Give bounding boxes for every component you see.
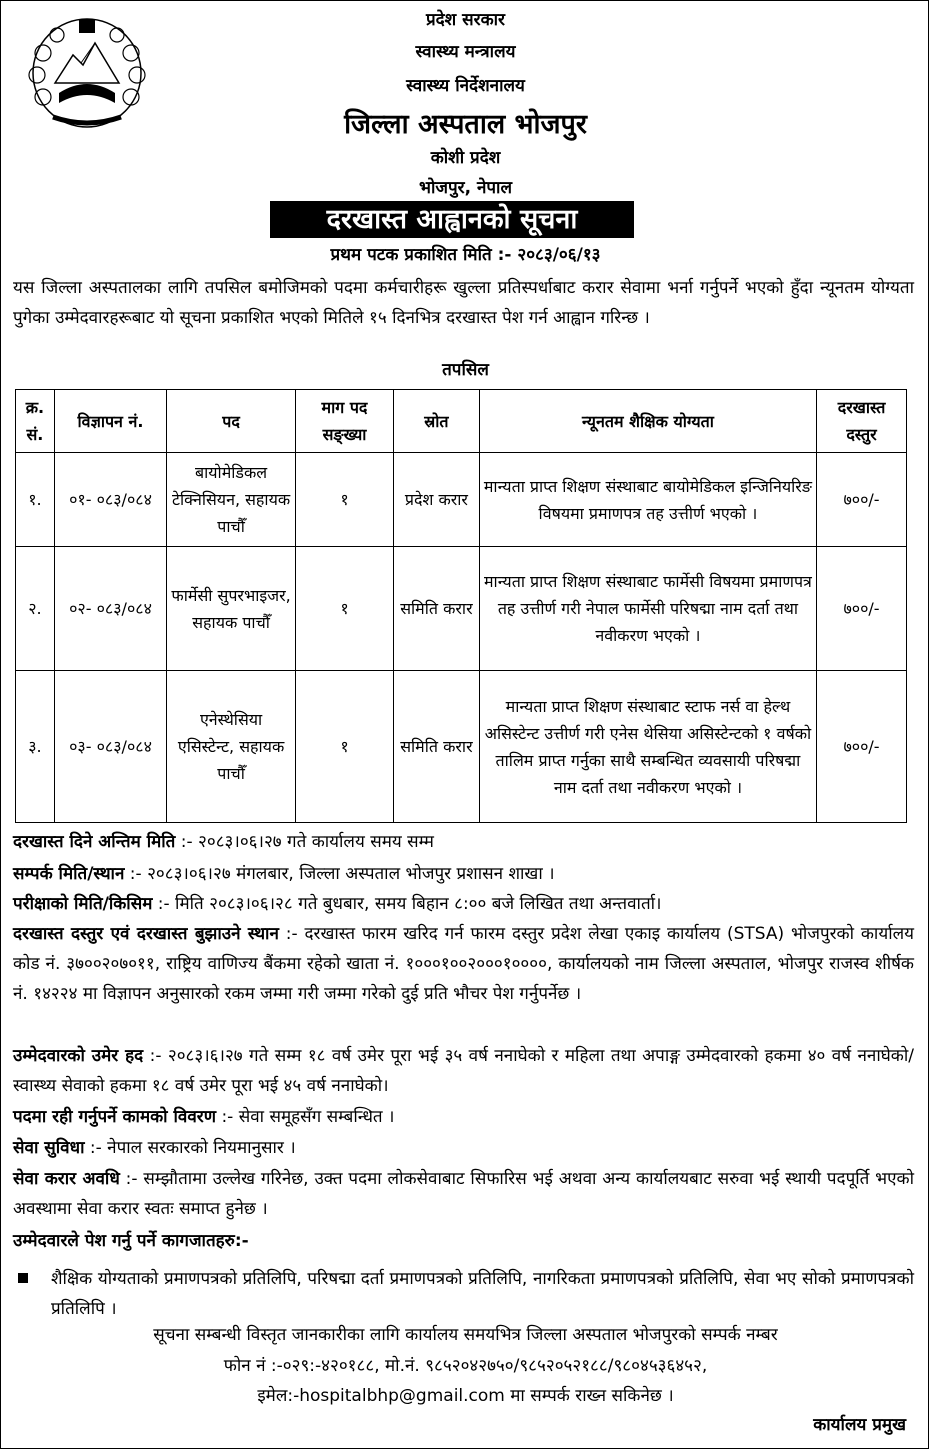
fee-label: दरखास्त दस्तुर एवं दरखास्त बुझाउने स्थान [13,924,279,944]
deadline-text: :- २०८३।०६।२७ गते कार्यालय समय सम्म [180,832,434,852]
footer-email: इमेल:-hospitalbhp@gmail.com मा सम्पर्क राख्न सकिनेछ । [257,1386,674,1406]
address-line: भोजपुर, नेपाल [419,178,512,198]
table-row [16,547,907,671]
cell-post: एनेस्थेसिया एसिस्टेन्ट, सहायक पाचौँ [167,671,296,823]
col-sn: क्र. सं. [16,390,55,453]
deadline-line [13,827,914,857]
cell-sn: २. [16,547,55,671]
period-label: सेवा करार अवधि [13,1169,120,1189]
cell-qualification: मान्यता प्राप्त शिक्षण संस्थाबाट स्टाफ नर्स वा हेल्थ असिस्टेन्ट उत्तीर्ण गरी एनेस थेसिया असिस्टेन्टको १ वर्षको तालिम प्राप्त गर्नुका साथै सम्बन्धित व्यवसायी परिषद्मा नाम दर्ता तथा नवीकरण भएको । [479,671,816,823]
cell-sn: १. [16,453,55,547]
period-text: :- सम्झौतामा उल्लेख गरिनेछ, उक्त पदमा लोकसेवाबाट सिफारिस भई अथवा अन्य कार्यालयबाट सरुवा भई स्थायी पदपूर्ति भएको अवस्थामा सेवा करार स्वतः समाप्त हुनेछ । [13,1169,914,1219]
ministry-line: स्वास्थ्य मन्त्रालय [415,42,516,62]
cell-fee: ७००/- [817,547,907,671]
col-adv-no: विज्ञापन नं. [54,390,166,453]
cell-source: समिति करार [394,671,480,823]
col-count: माग पद सङ्ख्या [295,390,393,453]
cell-post: फार्मेसी सुपरभाइजर, सहायक पाचौँ [167,547,296,671]
table-row [16,671,907,823]
directorate-line: स्वास्थ्य निर्देशनालय [406,76,525,96]
age-paragraph [13,1041,914,1101]
contact-text: :- २०८३।०६।२७ मंगलबार, जिल्ला अस्पताल भोजपुर प्रशासन शाखा । [129,864,555,884]
facility-line [13,1133,914,1163]
facility-text: :- नेपाल सरकारको नियमानुसार । [89,1138,296,1158]
cell-source: प्रदेश करार [394,453,480,547]
bullet-square-icon [18,1273,28,1283]
work-label: पदमा रही गर्नुपर्ने कामको विवरण [13,1107,217,1127]
hospital-name: जिल्ला अस्पताल भोजपुर [344,109,587,140]
period-paragraph [13,1164,914,1224]
table-row [16,453,907,547]
vacancy-table [15,389,907,823]
col-post: पद [167,390,296,453]
docs-bullet [13,1264,914,1324]
cell-source: समिति करार [394,547,480,671]
table-header-row [16,390,907,453]
contact-line [13,859,914,889]
govt-line: प्रदेश सरकार [425,10,506,30]
exam-text: :- मिति २०८३।०६।२८ गते बुधबार, समय बिहान ८:०० बजे लिखित तथा अन्तवार्ता। [157,894,662,914]
fee-text: :- दरखास्त फारम खरिद गर्न फारम दस्तुर प्रदेश लेखा एकाइ कार्यालय (STSA) भोजपुरको कार्यालय कोड नं. ३७००२०७०११, राष्ट्रिय वाणिज्य बैंकमा रहेको खाता नं. १०००१००२०००१००००, कार्यालयको नाम जिल्ला अस्पताल, भोजपुर राजस्व शीर्षक नं. १४२२४ मा विज्ञापन अनुसारको रकम जम्मा गरी जम्मा गरेको दुई प्रति भौचर पेश गर्नुपर्नेछ । [13,924,914,1004]
docs-heading-line [13,1226,914,1256]
deadline-label: दरखास्त दिने अन्तिम मिति [13,832,176,852]
col-fee: दरखास्त दस्तुर [817,390,907,453]
contact-label: सम्पर्क मिति/स्थान [13,864,125,884]
col-source: स्रोत [394,390,480,453]
work-text: :- सेवा समूहसँग सम्बन्धित । [221,1107,395,1127]
exam-label: परीक्षाको मिति/किसिम [13,894,153,914]
cell-post: बायोमेडिकल टेक्निसियन, सहायक पाचौँ [167,453,296,547]
work-line [13,1102,914,1132]
intro-paragraph: यस जिल्ला अस्पतालका लागि तपसिल बमोजिमको पदमा कर्मचारीहरू खुल्ला प्रतिस्पर्धाबाट करार सेवामा भर्ना गर्नुपर्ने भएको हुँदा न्यूनतम योग्यता पुगेका उम्मेदवारहरूबाट यो सूचना प्रकाशित भएको मितिले १५ दिनभित्र दरखास्त पेश गर्न आह्वान गरिन्छ । [13,278,914,328]
province-line: कोशी प्रदेश [430,148,501,168]
col-qualification: न्यूनतम शैक्षिक योग्यता [479,390,816,453]
footer-info: सूचना सम्बन्धी विस्तृत जानकारीका लागि कार्यालय समयभित्र जिल्ला अस्पताल भोजपुरको सम्पर्क नम्बर [153,1325,778,1345]
details-heading: तपसिल [442,360,489,380]
cell-fee: ७००/- [817,453,907,547]
fee-paragraph [13,919,914,1009]
cell-fee: ७००/- [817,671,907,823]
cell-adv-no: ०३- ०८३/०८४ [54,671,166,823]
cell-count: १ [295,671,393,823]
cell-adv-no: ०२- ०८३/०८४ [54,547,166,671]
cell-qualification: मान्यता प्राप्त शिक्षण संस्थाबाट बायोमेडिकल इन्जिनियरिङ विषयमा प्रमाणपत्र तह उत्तीर्ण भएको । [479,453,816,547]
cell-adv-no: ०१- ०८३/०८४ [54,453,166,547]
notice-title: दरखास्त आह्वानको सूचना [270,201,634,238]
cell-qualification: मान्यता प्राप्त शिक्षण संस्थाबाट फार्मेसी विषयमा प्रमाणपत्र तह उत्तीर्ण गरी नेपाल फार्मेसी परिषद्मा नाम दर्ता तथा नवीकरण भएको । [479,547,816,671]
exam-line [13,889,914,919]
docs-label: उम्मेदवारले पेश गर्नु पर्ने कागजातहरु:- [13,1231,249,1251]
age-label: उम्मेदवारको उमेर हद [13,1046,144,1066]
facility-label: सेवा सुविधा [13,1138,85,1158]
age-text: :- २०८३।६।२७ गते सम्म १८ वर्ष उमेर पूरा भई ३५ वर्ष ननाघेको र महिला तथा अपाङ्ग उम्मेदवारको हकमा ४० वर्ष ननाघेको/स्वास्थ्य सेवाको हकमा १८ वर्ष उमेर पूरा भई ४५ वर्ष ननाघेको। [13,1046,914,1096]
office-head-signature: कार्यालय प्रमुख [813,1415,906,1435]
cell-count: १ [295,547,393,671]
cell-sn: ३. [16,671,55,823]
footer-phone: फोन नं :-०२९:-४२०१८८, मो.नं. ९८५२०४२७५०/९८५२०५२१८८/९८०४५३६४५२, [223,1356,708,1376]
cell-count: १ [295,453,393,547]
publish-date: प्रथम पटक प्रकाशित मिति :- २०८३/०६/१३ [330,245,601,265]
docs-text: शैक्षिक योग्यताको प्रमाणपत्रको प्रतिलिपि, परिषद्मा दर्ता प्रमाणपत्रको प्रतिलिपि, नागरिकता प्रमाणपत्रको प्रतिलिपि, सेवा भए सोको प्रमाणपत्रको प्रतिलिपि । [51,1269,914,1319]
